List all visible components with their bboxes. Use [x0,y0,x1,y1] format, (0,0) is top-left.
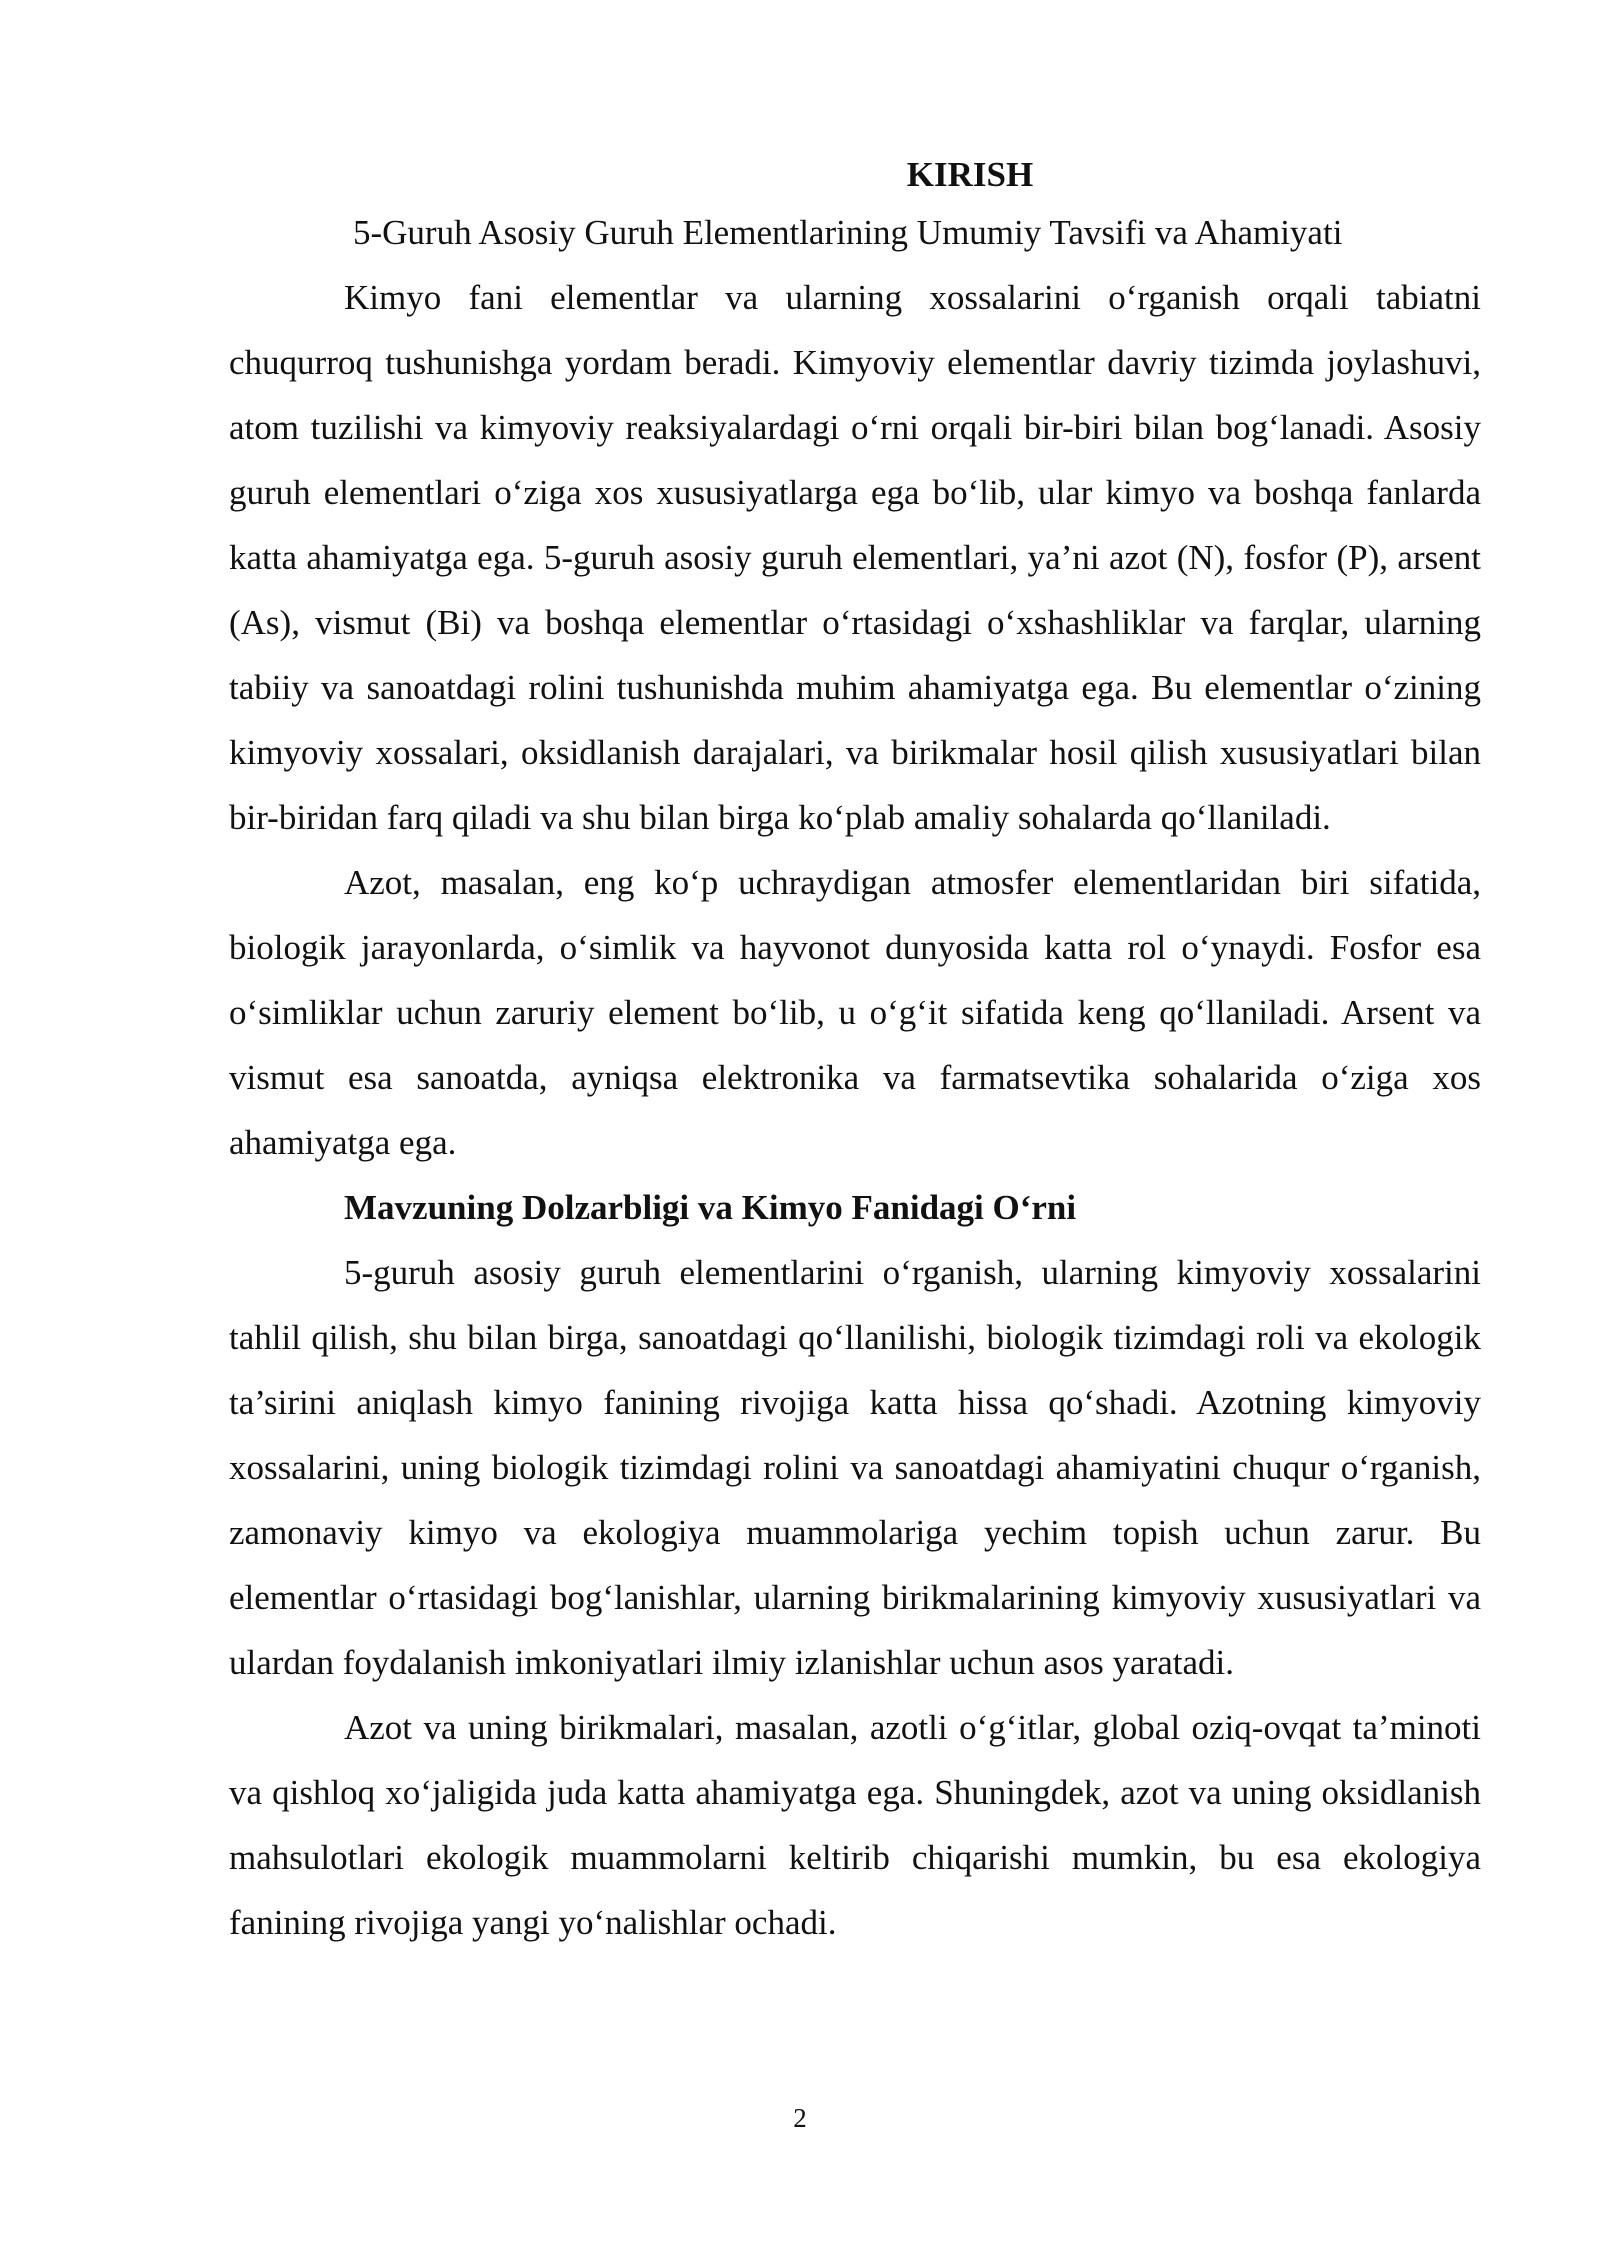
intro-paragraph-1: Kimyo fani elementlar va ularning xossalarini o‘rganish orqali tabiatni chuqurroq tushunishga yordam beradi. Kimyoviy elementlar davriy tizimda joylashuvi, atom tuzilishi va kimyoviy reaksiyalardagi o‘rni orqali bir-biri bilan bog‘lanadi. Asosiy guruh elementlari o‘ziga xos xususiyatlarga ega bo‘lib, ular kimyo va boshqa fanlarda katta ahamiyatga ega. 5-guruh asosiy guruh elementlari, ya’ni azot (N), fosfor (P), arsent (As), vismut (Bi) va boshqa elementlar o‘rtasidagi o‘xshashliklar va farqlar, ularning tabiiy va sanoatdagi rolini tushunishda muhim ahamiyatga ega. Bu elementlar o‘zining kimyoviy xossalari, oksidlanish darajalari, va birikmalar hosil qilish xususiyatlari bilan bir-biridan farq qiladi va shu bilan birga ko‘plab amaliy sohalarda qo‘llaniladi. [229,278,1481,837]
page-content [229,150,1481,1955]
section-heading: Mavzuning Dolzarbligi va Kimyo Fanidagi O‘rni [344,1188,1077,1227]
document-subtitle: 5-Guruh Asosiy Guruh Elementlarining Umumiy Tavsifi va Ahamiyati [353,213,1343,252]
section-paragraph-1: 5-guruh asosiy guruh elementlarini o‘rganish, ularning kimyoviy xossalarini tahlil qilish, shu bilan birga, sanoatdagi qo‘llanilishi, biologik tizimdagi roli va ekologik ta’sirini aniqlash kimyo fanining rivojiga katta hissa qo‘shadi. Azotning kimyoviy xossalarini, uning biologik tizimdagi rolini va sanoatdagi ahamiyatini chuqur o‘rganish, zamonaviy kimyo va ekologiya muammolariga yechim topish uchun zarur. Bu elementlar o‘rtasidagi bog‘lanishlar, ularning birikmalarining kimyoviy xususiyatlari va ulardan foydalanish imkoniyatlari ilmiy izlanishlar uchun asos yaratadi. [229,1253,1481,1682]
page-number: 2 [793,2103,807,2133]
intro-paragraph-2: Azot, masalan, eng ko‘p uchraydigan atmosfer elementlaridan biri sifatida, biologik jarayonlarda, o‘simlik va hayvonot dunyosida katta rol o‘ynaydi. Fosfor esa o‘simliklar uchun zaruriy element bo‘lib, u o‘g‘it sifatida keng qo‘llaniladi. Arsent va vismut esa sanoatda, ayniqsa elektronika va farmatsevtika sohalarida o‘ziga xos ahamiyatga ega. [229,863,1481,1162]
page-title: KIRISH [906,155,1034,194]
section-paragraph-2: Azot va uning birikmalari, masalan, azotli o‘g‘itlar, global oziq-ovqat ta’minoti va qishloq xo‘jaligida juda katta ahamiyatga ega. Shuningdek, azot va uning oksidlanish mahsulotlari ekologik muammolarni keltirib chiqarishi mumkin, bu esa ekologiya fanining rivojiga yangi yo‘nalishlar ochadi. [229,1708,1481,1942]
